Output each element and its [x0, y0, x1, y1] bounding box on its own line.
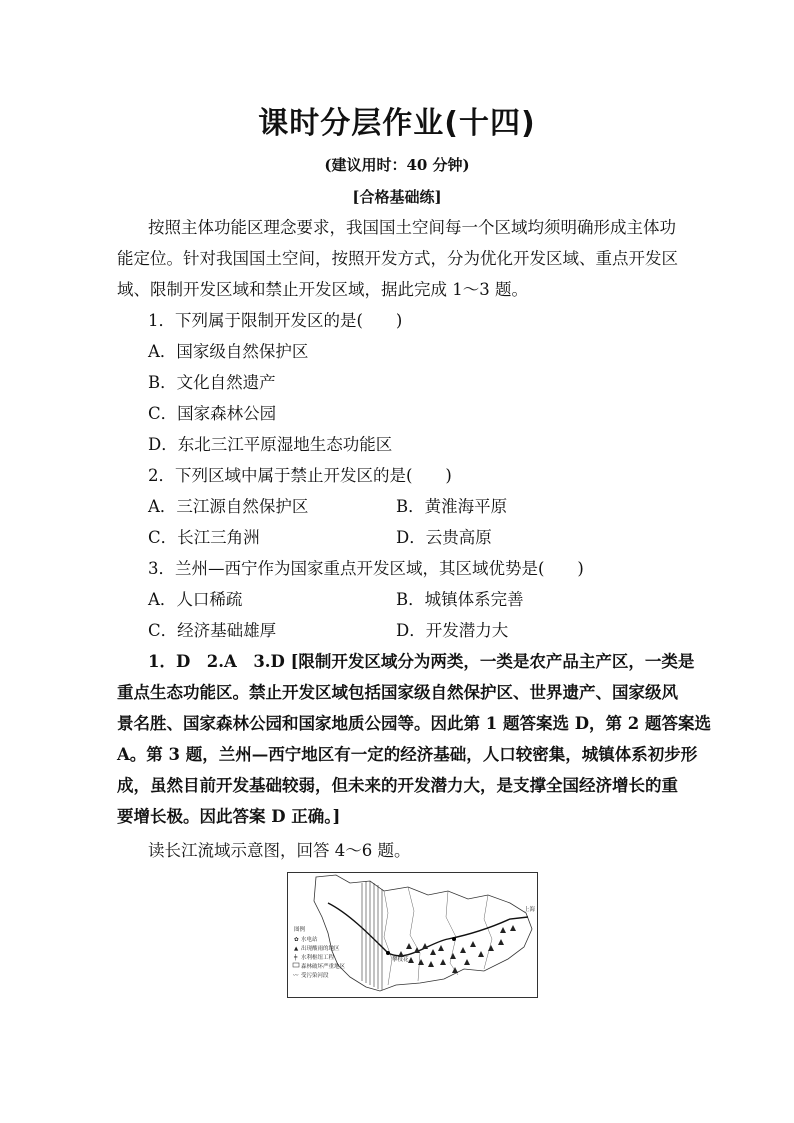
q3-option-a: A．人口稀疏	[148, 590, 243, 609]
map-intro: 读长江流域示意图，回答 4～6 题。	[148, 841, 411, 860]
question-1-stem: 1．下列属于限制开发区的是( )	[148, 311, 403, 330]
q2-option-b: B．黄淮海平原	[396, 497, 508, 516]
yangtze-basin-map	[287, 872, 538, 998]
q3-option-b: B．城镇体系完善	[396, 590, 524, 609]
q2-option-a: A．三江源自然保护区	[148, 497, 309, 516]
answer-line-6: 要增长极。因此答案 D 正确。]	[117, 807, 341, 826]
map-legend-title: 图例	[294, 927, 306, 933]
legend-water-project: 水利枢纽工程	[301, 955, 335, 961]
answer-line-3: 景名胜、国家森林公园和国家地质公园等。因此第 1 题答案选 D，第 2 题答案选	[117, 714, 711, 733]
answer-line-5: 成，虽然目前开发基础较弱，但未来的开发潜力大，是支撑全国经济增长的重	[117, 776, 678, 795]
q1-option-c: C．国家森林公园	[148, 404, 277, 423]
q1-option-b: B．文化自然遗产	[148, 373, 276, 392]
question-3-stem: 3．兰州—西宁作为国家重点开发区域，其区域优势是( )	[148, 559, 584, 578]
q3-option-c: C．经济基础雄厚	[148, 621, 277, 640]
answer-explanation-start: [限制开发区域分为两类，一类是农产品主产区，一类是	[290, 652, 695, 671]
section-heading: [合格基础练]	[352, 188, 442, 206]
legend-polluted-river: 受污染河段	[301, 973, 329, 979]
q1-option-d: D．东北三江平原湿地生态功能区	[148, 435, 393, 454]
label-shanghai: 上海	[524, 907, 536, 913]
intro-line-1: 按照主体功能区理念要求，我国国土空间每一个区域均须明确形成主体功	[148, 218, 676, 237]
intro-line-2: 能定位。针对我国国土空间，按照开发方式，分为优化开发区域、重点开发区	[117, 249, 678, 268]
page-title: 课时分层作业(十四)	[258, 106, 536, 141]
question-2-stem: 2．下列区域中属于禁止开发区的是( )	[148, 466, 452, 485]
label-panzhihua: 攀枝花	[392, 957, 409, 963]
answer-line-1	[148, 648, 694, 672]
answer-line-4: A。第 3 题，兰州—西宁地区有一定的经济基础，人口较密集，城镇体系初步形	[117, 745, 698, 764]
svg-text:〰: 〰	[293, 973, 299, 979]
intro-line-3: 域、限制开发区域和禁止开发区域，据此完成 1～3 题。	[117, 280, 528, 299]
svg-text:╪: ╪	[294, 955, 298, 961]
answer-key: 1．D 2.A 3.D	[148, 652, 285, 671]
svg-text:✿: ✿	[294, 937, 299, 943]
q3-option-d: D．开发潜力大	[396, 621, 509, 640]
answer-line-2: 重点生态功能区。禁止开发区域包括国家级自然保护区、世界遗产、国家级风	[117, 683, 678, 702]
legend-hydro-station: 水电站	[301, 937, 318, 943]
suggested-time: (建议用时：40 分钟)	[324, 156, 470, 174]
q2-option-d: D．云贵高原	[396, 528, 492, 547]
legend-forest-damage: 森林破坏严重地区	[301, 964, 346, 970]
legend-acid-rain: 出现酸雨的地区	[301, 946, 340, 952]
q2-option-c: C．长江三角洲	[148, 528, 260, 547]
svg-text:▲: ▲	[294, 946, 299, 952]
q1-option-a: A．国家级自然保护区	[148, 342, 309, 361]
